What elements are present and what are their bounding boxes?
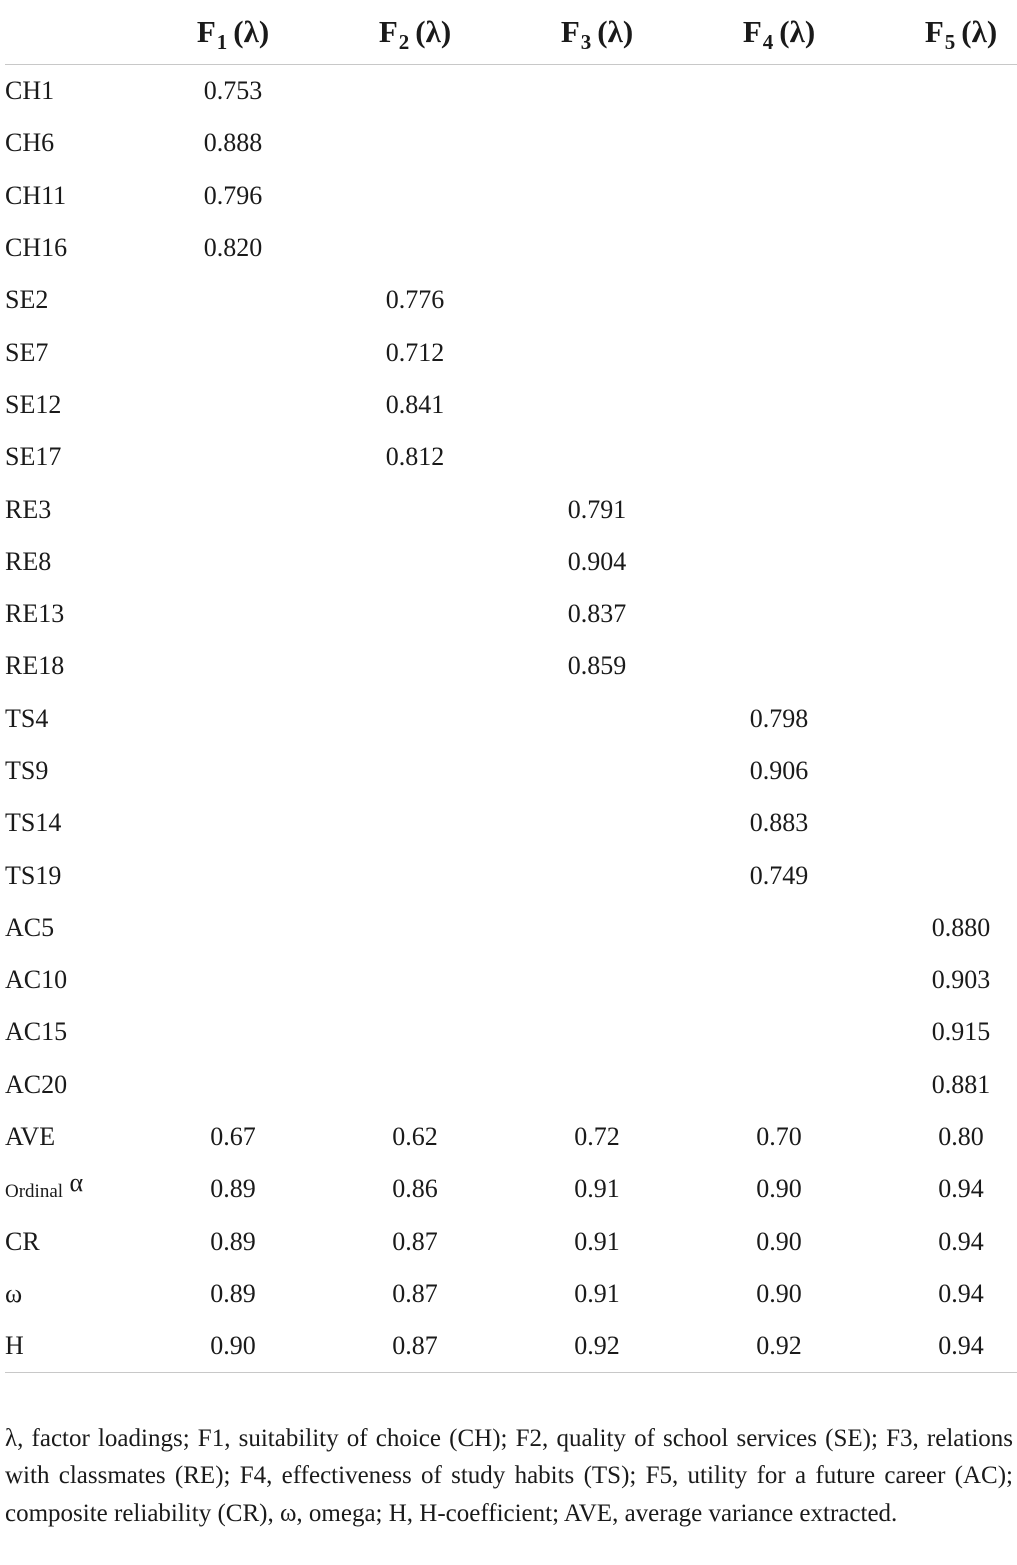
row-label: SE7 [5,337,49,367]
value-cell-f2 [324,117,506,169]
table-row [5,1320,1017,1373]
value-cell-f3 [506,745,688,797]
value-cell-f4 [688,483,870,535]
table-row [5,1216,1017,1268]
value-cell-f3 [506,849,688,901]
value-cell-f4 [688,536,870,588]
table-row [5,483,1017,535]
value-cell-f2 [324,902,506,954]
value-cell-f5: 0.94 [938,1226,984,1256]
value-cell-f1 [142,379,324,431]
value-cell-f2: 0.87 [392,1278,438,1308]
row-label: TS9 [5,756,49,785]
value-cell-f3: 0.91 [574,1278,620,1308]
row-label: AC5 [5,912,55,942]
table-row [5,902,1017,954]
table-row [5,65,1017,118]
table-footnote: λ, factor loadings; F1, suitability of choice (CH); F2, quality of school services (SE); F3, relations with classmates (RE); F4, effectiveness of study habits (TS); F5, utility for a future career (AC); composite reliability (CR), ω, omega; H, H-coefficient; AVE, average variance extracted. [5,1425,1013,1527]
value-cell-f3 [506,693,688,745]
value-cell-f2 [324,483,506,535]
value-cell-f3 [506,222,688,274]
value-cell-f4 [688,274,870,326]
value-cell-f1 [142,902,324,954]
table-row [5,745,1017,797]
value-cell-f2 [324,954,506,1006]
table-row [5,431,1017,483]
value-cell-f2 [324,1006,506,1058]
table-row [5,1059,1017,1111]
row-label: SE12 [5,389,62,419]
value-cell-f3: 0.791 [567,494,627,524]
row-label: RE8 [5,546,52,576]
row-label-prefix: Ordinal [5,1181,64,1203]
value-cell-f4 [688,170,870,222]
row-label: TS19 [5,860,62,890]
table-row [5,1111,1017,1163]
value-cell-f3 [506,379,688,431]
table-body [5,65,1017,1373]
row-label: AC15 [5,1017,68,1047]
value-cell-f2 [324,536,506,588]
value-cell-f1: 0.89 [210,1226,256,1256]
value-cell-f5: 0.880 [931,912,991,942]
value-cell-f5 [870,170,1017,222]
value-cell-f5 [870,274,1017,326]
value-cell-f1: 0.67 [210,1122,256,1152]
value-cell-f2 [324,849,506,901]
value-cell-f5 [870,117,1017,169]
value-cell-f2 [324,588,506,640]
value-cell-f3 [506,65,688,118]
header-factor-lambda: (λ) [233,14,270,49]
value-cell-f1 [142,483,324,535]
header-factor-subscript: 1 [216,30,228,54]
value-cell-f1 [142,1059,324,1111]
table-row [5,588,1017,640]
row-label: RE13 [5,599,65,629]
value-cell-f3 [506,1059,688,1111]
header-factor-base: F [378,14,398,49]
value-cell-f1 [142,1006,324,1058]
value-cell-f3 [506,117,688,169]
value-cell-f1: 0.89 [210,1278,256,1308]
value-cell-f4 [688,640,870,692]
value-cell-f4 [688,431,870,483]
value-cell-f3 [506,954,688,1006]
value-cell-f2 [324,640,506,692]
header-factor-2 [324,0,506,65]
value-cell-f5: 0.80 [938,1122,984,1152]
value-cell-f1 [142,274,324,326]
row-label: SE17 [5,442,62,472]
value-cell-f2 [324,797,506,849]
value-cell-f2: 0.712 [385,337,445,367]
value-cell-f4 [688,902,870,954]
table-row [5,1006,1017,1058]
value-cell-f4: 0.90 [756,1278,802,1308]
value-cell-f1: 0.796 [203,180,263,210]
row-label: CR [5,1226,40,1256]
row-label: ω [5,1278,23,1308]
value-cell-f3: 0.837 [567,599,627,629]
value-cell-f1 [142,745,324,797]
row-label: AVE [5,1122,56,1152]
value-cell-f3: 0.859 [567,651,627,681]
table-row [5,954,1017,1006]
value-cell-f3 [506,1006,688,1058]
header-factor-lambda: (λ) [779,14,816,49]
row-label: RE3 [5,494,52,524]
value-cell-f1 [142,588,324,640]
value-cell-f5 [870,379,1017,431]
value-cell-f5: 0.94 [870,1320,1017,1373]
value-cell-f1: 0.90 [142,1320,324,1373]
value-cell-f4 [688,65,870,118]
row-label: SE2 [5,285,49,315]
table-row [5,274,1017,326]
value-cell-f3: 0.72 [574,1122,620,1152]
row-label: TS4 [5,703,49,733]
value-cell-f1: 0.888 [203,128,263,158]
value-cell-f1: 0.753 [203,76,263,106]
value-cell-f4 [688,379,870,431]
value-cell-f5: 0.903 [931,965,991,995]
value-cell-f5 [870,640,1017,692]
table-row [5,222,1017,274]
value-cell-f5 [870,431,1017,483]
value-cell-f2: 0.812 [385,442,445,472]
header-factor-base: F [742,14,762,49]
header-factor-lambda: (λ) [415,14,452,49]
value-cell-f3: 0.91 [574,1226,620,1256]
value-cell-f2 [324,1059,506,1111]
header-factor-subscript: 5 [944,30,956,54]
row-label: CH16 [5,233,68,263]
value-cell-f2: 0.87 [324,1320,506,1373]
header-factor-lambda: (λ) [597,14,634,49]
table-row [5,693,1017,745]
value-cell-f3 [506,902,688,954]
header-factor-subscript: 4 [762,30,774,54]
value-cell-f3 [506,170,688,222]
table-row [5,849,1017,901]
value-cell-f4: 0.749 [749,860,809,890]
value-cell-f4 [688,326,870,378]
header-factor-base: F [560,14,580,49]
loadings-table-container [5,0,1013,1373]
value-cell-f1 [142,797,324,849]
table-header [5,0,1017,65]
row-label: H [5,1320,142,1373]
value-cell-f3 [506,326,688,378]
row-label: AC10 [5,965,68,995]
value-cell-f5 [870,536,1017,588]
value-cell-f2: 0.86 [392,1174,438,1204]
value-cell-f4: 0.798 [749,703,809,733]
table-row [5,326,1017,378]
header-factor-lambda: (λ) [961,14,998,49]
value-cell-f5 [870,326,1017,378]
table-row [5,536,1017,588]
header-factor-base: F [924,14,944,49]
value-cell-f3: 0.91 [574,1174,620,1204]
row-label-symbol: α [69,1168,84,1198]
row-label: AC20 [5,1069,68,1099]
value-cell-f2: 0.87 [392,1226,438,1256]
value-cell-f5: 0.94 [938,1278,984,1308]
header-factor-4 [688,0,870,65]
value-cell-f4 [688,1059,870,1111]
value-cell-f5 [870,65,1017,118]
header-factor-3 [506,0,688,65]
value-cell-f5 [870,693,1017,745]
value-cell-f5: 0.915 [931,1017,991,1047]
value-cell-f4: 0.883 [749,808,809,838]
value-cell-f5 [870,222,1017,274]
value-cell-f1 [142,536,324,588]
value-cell-f3 [506,274,688,326]
table-row [5,1163,1017,1215]
value-cell-f2 [324,693,506,745]
value-cell-f5 [870,588,1017,640]
value-cell-f4: 0.90 [756,1174,802,1204]
value-cell-f2: 0.841 [385,389,445,419]
value-cell-f1 [142,640,324,692]
value-cell-f5 [870,483,1017,535]
value-cell-f4: 0.70 [756,1122,802,1152]
value-cell-f4 [688,954,870,1006]
table-row [5,1268,1017,1320]
value-cell-f1 [142,326,324,378]
header-row [5,0,1017,65]
row-label: RE18 [5,651,65,681]
table-row [5,117,1017,169]
table-row [5,640,1017,692]
row-label: CH11 [5,180,67,210]
row-label: TS14 [5,808,62,838]
row-label: CH1 [5,76,55,106]
value-cell-f1: 0.820 [203,233,263,263]
value-cell-f5 [870,797,1017,849]
value-cell-f1 [142,849,324,901]
header-factor-1 [142,0,324,65]
value-cell-f3 [506,797,688,849]
value-cell-f4 [688,222,870,274]
value-cell-f4: 0.90 [756,1226,802,1256]
value-cell-f5 [870,745,1017,797]
header-corner-cell [5,0,142,65]
value-cell-f2 [324,222,506,274]
value-cell-f1 [142,954,324,1006]
value-cell-f5: 0.881 [931,1069,991,1099]
value-cell-f3 [506,431,688,483]
header-factor-base: F [196,14,216,49]
row-label: CH6 [5,128,55,158]
value-cell-f5 [870,849,1017,901]
value-cell-f4 [688,1006,870,1058]
value-cell-f2 [324,170,506,222]
value-cell-f5: 0.94 [938,1174,984,1204]
value-cell-f4 [688,588,870,640]
factor-loadings-table [5,0,1017,1373]
value-cell-f2: 0.776 [385,285,445,315]
value-cell-f2: 0.62 [392,1122,438,1152]
table-row [5,170,1017,222]
value-cell-f1 [142,693,324,745]
row-label [5,1163,142,1215]
value-cell-f3: 0.92 [506,1320,688,1373]
value-cell-f1 [142,431,324,483]
table-row [5,379,1017,431]
value-cell-f3: 0.904 [567,546,627,576]
value-cell-f4: 0.92 [688,1320,870,1373]
value-cell-f2 [324,65,506,118]
value-cell-f4 [688,117,870,169]
header-factor-subscript: 3 [580,30,592,54]
header-factor-5 [870,0,1017,65]
table-row [5,797,1017,849]
value-cell-f2 [324,745,506,797]
value-cell-f4: 0.906 [749,756,809,785]
value-cell-f1: 0.89 [210,1174,256,1204]
header-factor-subscript: 2 [398,30,410,54]
